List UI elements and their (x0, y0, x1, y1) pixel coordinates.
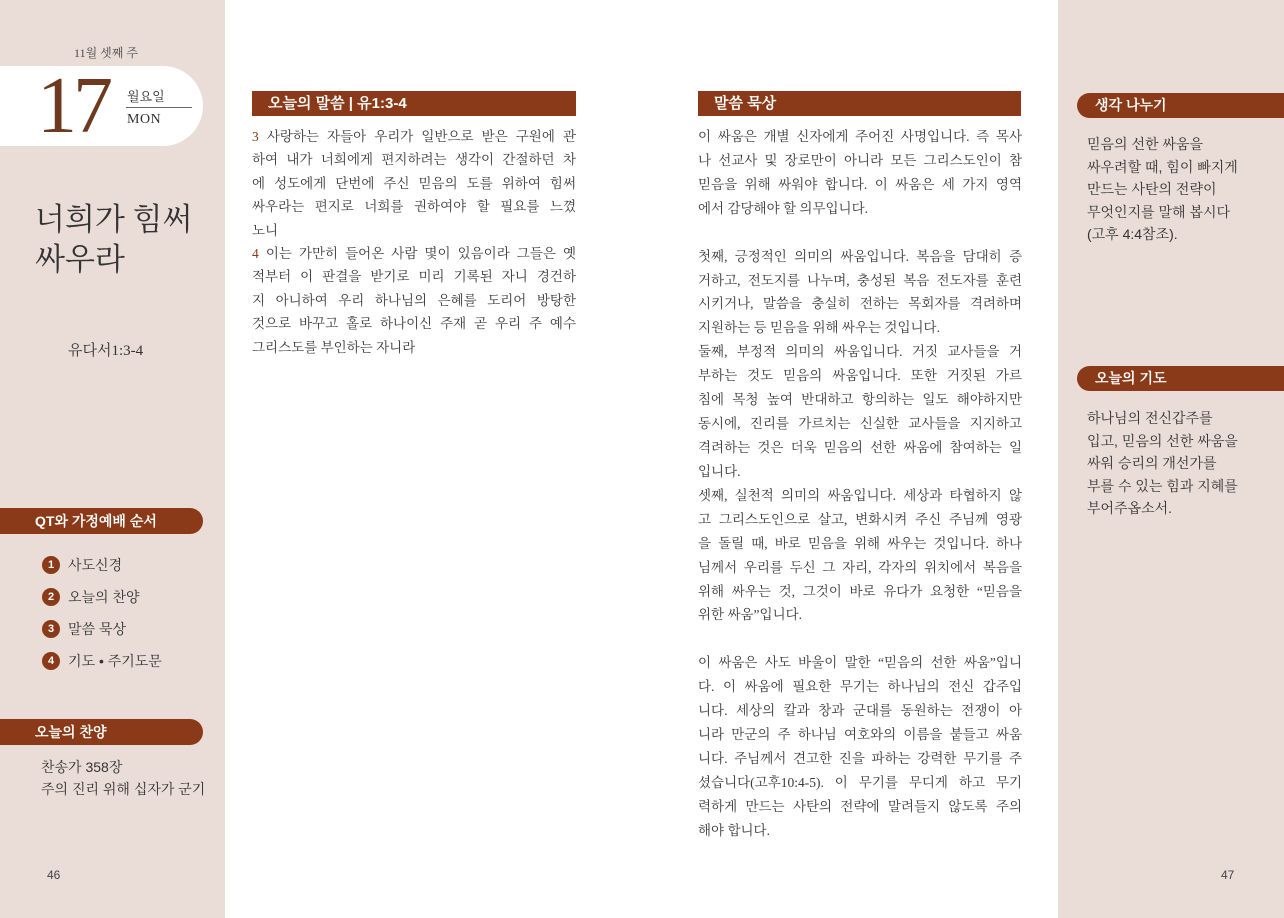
prayer-line: 부를 수 있는 힘과 지혜를 (1087, 477, 1238, 494)
meditation-line: 니다. 주님께서 견고한 진을 파하는 강력한 무기를 주 (698, 750, 1022, 766)
meditation-line: 둘째, 부정적 의미의 싸움입니다. 거짓 교사들을 거 (698, 344, 1022, 360)
meditation-heading: 말씀 묵상 (698, 91, 1021, 116)
order-label: 말씀 묵상 (68, 621, 126, 637)
meditation-paragraph (698, 125, 1022, 221)
meditation-line: 동시에, 진리를 가르치는 신실한 교사들을 지지하고 (698, 416, 1022, 432)
meditation-line: 이 싸움은 사도 바울이 말한 “믿음의 선한 싸움”입니 (698, 655, 1022, 671)
week-label: 11월 셋째 주 (74, 46, 138, 60)
scripture-line: 것으로 바꾸고 홀로 하나이신 주재 곧 우리 주 예수 (252, 316, 576, 332)
meditation-paragraph (698, 245, 1022, 341)
prayer-heading: 오늘의 기도 (1077, 366, 1284, 391)
verse-text: 사랑하는 자들아 우리가 일반으로 받은 구원에 관 (266, 129, 576, 144)
prayer-text (1087, 407, 1277, 520)
order-item (42, 650, 162, 672)
weekday-divider (126, 107, 192, 108)
meditation-line: 니라 만군의 주 하나님 여호와의 이름을 붙들고 싸움 (698, 727, 1022, 743)
sharing-line: 싸우려할 때, 힘이 빠지게 (1087, 158, 1238, 175)
meditation-line: 위한 싸움”입니다. (698, 607, 803, 623)
meditation-line: 시키거나, 말씀을 충실히 전하는 목회자를 격려하며 (698, 296, 1022, 312)
order-item (42, 618, 126, 640)
meditation-line: 니다. 세상의 칼과 창과 군대를 동원하는 전쟁이 아 (698, 703, 1022, 719)
order-label: 기도 • 주기도문 (68, 653, 162, 669)
meditation-line: 에서 감당해야 할 의무입니다. (698, 200, 868, 216)
meditation-line: 위해 싸우는 것, 그것이 바로 유다가 요청한 “믿음을 (698, 583, 1022, 599)
scripture-heading: 오늘의 말씀 | 유1:3-4 (252, 91, 576, 116)
date-block (0, 62, 203, 150)
scripture-line: 노니 (252, 222, 279, 238)
page-title-line: 너희가 힘써 (35, 202, 193, 237)
hymn-heading: 오늘의 찬양 (0, 719, 203, 745)
meditation-line: 셨습니다(고후10:4-5). 이 무기를 무디게 하고 무기 (698, 774, 1022, 790)
meditation-line: 해야 합니다. (698, 822, 770, 838)
meditation-line: 력하게 만드는 사탄의 전략에 말려들지 않도록 주의 (698, 798, 1022, 814)
meditation-line: 거하고, 전도지를 나누며, 충성된 복음 전도자를 훈련 (698, 272, 1022, 288)
order-label: 오늘의 찬양 (68, 589, 140, 605)
scripture-reference: 유다서1:3-4 (68, 343, 144, 359)
scripture-line: 지 아니하여 우리 하나님의 은혜를 도리어 방탕한 (252, 292, 576, 308)
sharing-line: 믿음의 선한 싸움을 (1087, 136, 1203, 152)
sharing-text (1087, 133, 1277, 246)
order-number-badge: 2 (42, 588, 60, 606)
weekday-korean: 월요일 (127, 89, 165, 104)
order-item (42, 554, 122, 576)
scripture-line (252, 242, 576, 265)
scripture-line: 싸우라는 편지로 너희를 권하여야 할 필요를 느꼈 (252, 199, 576, 215)
prayer-line: 입고, 믿음의 선한 싸움을 (1087, 432, 1238, 449)
order-label: 사도신경 (68, 557, 123, 573)
meditation-line: 을 돌릴 때, 바로 믿음을 위해 싸우는 것입니다. 하나 (698, 535, 1022, 551)
meditation-line: 님께서 우리를 두신 그 자리, 각자의 위치에서 복음을 (698, 559, 1022, 575)
prayer-line: 싸워 승리의 개선가를 (1087, 455, 1217, 471)
meditation-line: 셋째, 실천적 의미의 싸움입니다. 세상과 타협하지 않 (698, 487, 1022, 503)
scripture-text (252, 125, 576, 359)
verse-number: 4 (252, 245, 259, 261)
verse-text: 이는 가만히 들어온 사람 몇이 있음이라 그들은 옛 (265, 245, 576, 261)
left-sidebar (0, 0, 225, 918)
meditation-paragraph (698, 340, 1022, 484)
order-number-badge: 3 (42, 620, 60, 638)
meditation-line: 입니다. (698, 463, 741, 479)
hymn-number: 찬송가 358장 (41, 759, 123, 775)
order-item (42, 586, 140, 608)
hymn-title: 주의 진리 위해 십자가 군기 (41, 781, 206, 797)
page-number-right: 47 (1221, 868, 1235, 882)
scripture-line: 하여 내가 너희에게 편지하려는 생각이 간절하던 차 (252, 152, 576, 168)
meditation-line: 지원하는 등 믿음을 위해 싸우는 것입니다. (698, 320, 940, 336)
prayer-line: 하나님의 전신갑주를 (1087, 410, 1213, 426)
scripture-line: 그리스도를 부인하는 자니라 (252, 339, 416, 355)
weekday-english: MON (127, 112, 162, 127)
meditation-line: 이 싸움은 개별 신자에게 주어진 사명입니다. 즉 목사 (698, 129, 1022, 144)
meditation-line: 나 선교사 및 장로만이 아니라 모든 그리스도인이 참 (698, 152, 1022, 168)
scripture-line: 적부터 이 판결을 받기로 미리 기록된 자니 경건하 (252, 269, 576, 285)
meditation-text (698, 125, 1022, 843)
meditation-line: 침에 목청 높여 반대하고 항의하는 일도 해야하지만 (698, 392, 1022, 408)
scripture-line: 에 성도에게 단번에 주신 믿음의 도를 위하여 힘써 (252, 175, 576, 191)
sharing-line: 무엇인지를 말해 봅시다 (1087, 203, 1231, 220)
order-heading: QT와 가정예배 순서 (0, 508, 203, 534)
sharing-heading: 생각 나누기 (1077, 93, 1284, 118)
meditation-paragraph (698, 651, 1022, 842)
sharing-line: 만드는 사탄의 전략이 (1087, 181, 1217, 197)
page-title-line: 싸우라 (35, 242, 125, 277)
order-number-badge: 4 (42, 652, 60, 670)
order-number-badge: 1 (42, 556, 60, 574)
meditation-line: 고 그리스도인으로 살고, 변화시켜 주신 주님께 영광 (698, 511, 1022, 527)
meditation-line: 다. 이 싸움에 필요한 무기는 하나님의 전신 갑주입 (698, 679, 1022, 695)
scripture-line (252, 125, 576, 148)
day-number: 17 (37, 62, 109, 150)
hymn-info (41, 756, 221, 800)
meditation-line: 격려하는 것은 더욱 믿음의 선한 싸움에 참여하는 일 (698, 439, 1022, 455)
meditation-line: 믿음을 위해 싸워야 합니다. 이 싸움은 세 가지 영역 (698, 176, 1022, 192)
meditation-line: 부하는 것도 믿음의 싸움입니다. 또한 거짓된 가르 (698, 368, 1022, 384)
verse-number: 3 (252, 129, 259, 144)
sharing-line: (고후 4:4참조). (1087, 226, 1178, 242)
meditation-paragraph (698, 484, 1022, 628)
prayer-line: 부어주옵소서. (1087, 500, 1173, 516)
page-title (35, 200, 220, 280)
page-number-left: 46 (47, 868, 61, 882)
meditation-line: 첫째, 긍정적인 의미의 싸움입니다. 복음을 담대히 증 (698, 248, 1022, 264)
